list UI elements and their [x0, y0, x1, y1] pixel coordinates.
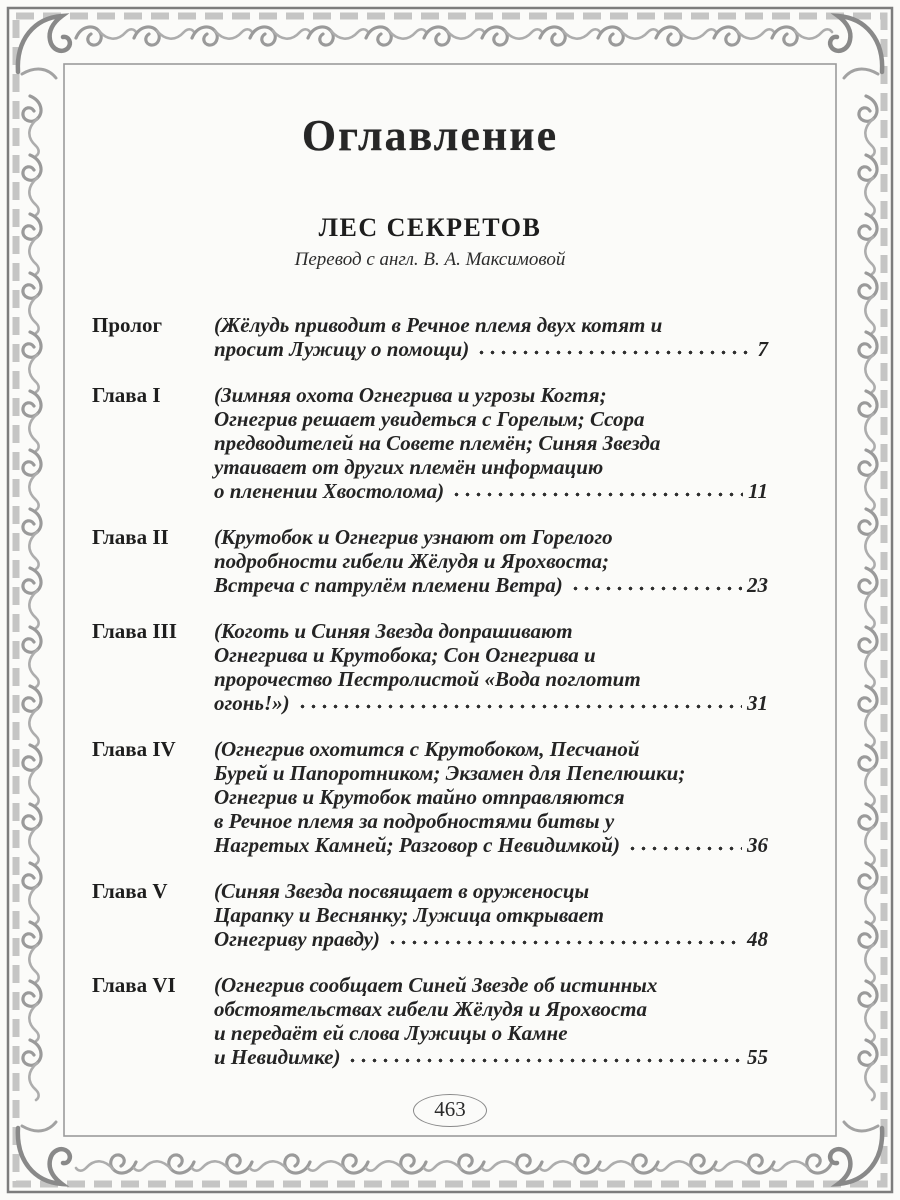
toc-entry-line: (Зимняя охота Огнегрива и угрозы Когтя; [214, 383, 607, 407]
toc-entry-line: Огнегрив и Крутобок тайно отправляются [214, 785, 625, 809]
toc-entry-text: Встреча с патрулём племени Ветра) [214, 573, 563, 597]
toc-entry-line: предводителей на Совете племён; Синяя Звезда [214, 431, 661, 455]
toc-entry [92, 973, 768, 1069]
toc-entry-line: (Огнегрив охотится с Крутобоком, Песчаной [214, 737, 640, 761]
toc-entry-label: Глава VI [92, 973, 176, 997]
dot-leader [297, 691, 742, 715]
toc-entry-page-number: 48 [747, 927, 768, 951]
book-title: ЛЕС СЕКРЕТОВ [318, 213, 542, 242]
toc-entry-line: и передаёт ей слова Лужицы о Камне [214, 1021, 568, 1045]
toc-entry-line [214, 573, 768, 597]
toc-entry-body [214, 383, 768, 503]
toc-entry-text: и Невидимке) [214, 1045, 341, 1069]
toc-entry-text: Нагретых Камней; Разговор с Невидимкой) [214, 833, 620, 857]
toc-entry-text: Огнегриву правду) [214, 927, 380, 951]
toc-entry-line: пророчество Пестролистой «Вода поглотит [214, 667, 641, 691]
toc-entry-body [214, 619, 768, 715]
toc-entry-body [214, 879, 768, 951]
toc-entry-line: Огнегрив решает увидеться с Горелым; Ссора [214, 407, 645, 431]
toc-entry-label: Глава I [92, 383, 161, 407]
toc-entry [92, 619, 768, 715]
toc-entry-line: в Речное племя за подробностями битвы у [214, 809, 615, 833]
toc-entry-line: подробности гибели Жёлудя и Ярохвоста; [214, 549, 610, 573]
toc-entry-line: (Крутобок и Огнегрив узнают от Горелого [214, 525, 613, 549]
dot-leader [570, 573, 742, 597]
toc-entry-label: Глава V [92, 879, 168, 903]
toc-entry-page-number: 36 [747, 833, 768, 857]
toc-entry-body [214, 525, 768, 597]
toc-entry-page-number: 11 [748, 479, 768, 503]
dot-leader [627, 833, 742, 857]
toc-entry-label: Пролог [92, 313, 163, 337]
toc-entry [92, 879, 768, 951]
toc-entry [92, 737, 768, 857]
toc-entry-body [214, 313, 768, 361]
toc-list [92, 313, 768, 1069]
ornament-left [23, 96, 41, 1100]
dot-leader [347, 1045, 742, 1069]
toc-entry-body [214, 737, 768, 857]
toc-entry-label: Глава II [92, 525, 169, 549]
toc-entry-text: просит Лужицу о помощи) [214, 337, 470, 361]
toc-entry-line [214, 1045, 768, 1069]
toc-entry [92, 525, 768, 597]
toc-entry [92, 383, 768, 503]
toc-entry-line: утаивает от других племён информацию [214, 455, 604, 479]
toc-entry-line [214, 927, 768, 951]
toc-entry [92, 313, 768, 361]
toc-entry-line: Царапку и Веснянку; Лужица открывает [214, 903, 604, 927]
toc-entry-line: Огнегрива и Крутобока; Сон Огнегрива и [214, 643, 596, 667]
toc-entry-line: (Жёлудь приводит в Речное племя двух котят и [214, 313, 663, 337]
toc-entry-line [214, 337, 768, 361]
toc-entry-line: Бурей и Папоротником; Экзамен для Пепелюшки; [214, 761, 686, 785]
toc-entry-line: (Синяя Звезда посвящает в оруженосцы [214, 879, 590, 903]
ornament-bottom [76, 1155, 832, 1173]
toc-entry-line [214, 833, 768, 857]
toc-entry-line: обстоятельствах гибели Жёлудя и Ярохвоста [214, 997, 647, 1021]
toc-entry-page-number: 31 [747, 691, 768, 715]
toc-entry-text: огонь!») [214, 691, 290, 715]
toc-entry-page-number: 55 [747, 1045, 768, 1069]
ornament-top [76, 27, 832, 45]
toc-entry-line: (Огнегрив сообщает Синей Звезде об истинных [214, 973, 658, 997]
dot-leader [387, 927, 742, 951]
toc-entry-text: о пленении Хвостолома) [214, 479, 445, 503]
toc-entry-line: (Коготь и Синяя Звезда допрашивают [214, 619, 573, 643]
toc-entry-page-number: 23 [747, 573, 768, 597]
page-number-container [0, 1094, 900, 1127]
ornament-right [859, 96, 877, 1100]
toc-entry-line [214, 479, 768, 503]
dot-leader [476, 337, 752, 361]
translation-credit: Перевод с англ. В. А. Максимовой [294, 249, 566, 270]
toc-entry-body [214, 973, 768, 1069]
toc-entry-label: Глава IV [92, 737, 176, 761]
page-title: Оглавление [301, 111, 559, 160]
toc-entry-page-number: 7 [757, 337, 768, 361]
toc-entry-line [214, 691, 768, 715]
toc-entry-label: Глава III [92, 619, 177, 643]
page-content [92, 88, 768, 1091]
page-number: 463 [413, 1094, 487, 1127]
dot-leader [451, 479, 743, 503]
